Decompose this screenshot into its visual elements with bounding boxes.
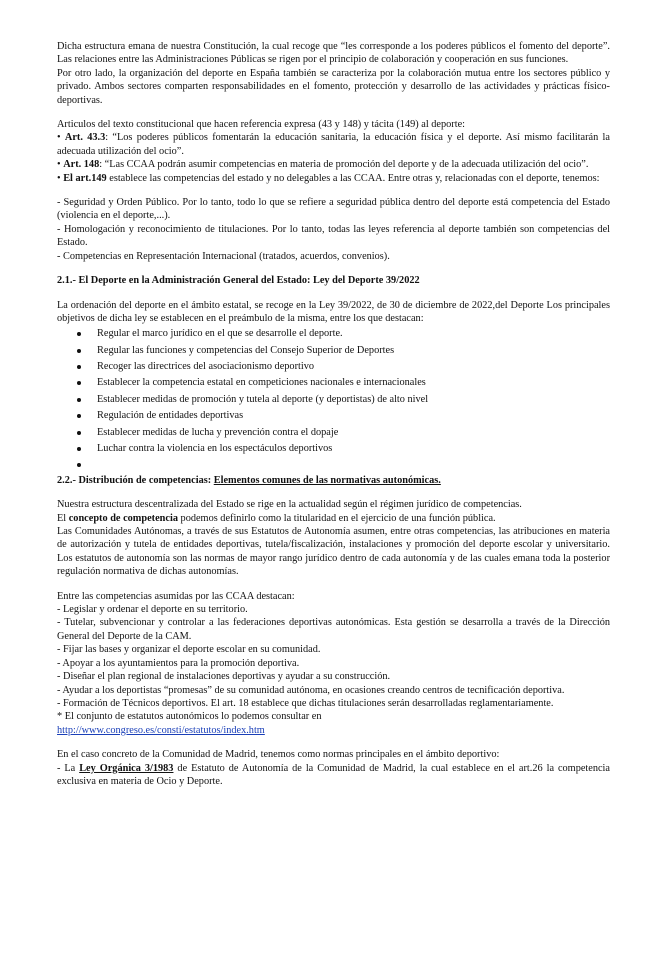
list-item: Recoger las directrices del asociacionismo deportivo [57,359,610,375]
list-item: Regular el marco jurídico en el que se desarrolle el deporte. [57,326,610,342]
paragraph-constitution: Dicha estructura emana de nuestra Constitución, la cual recoge que “les corresponde a los poderes públicos el fomento del deporte”. Las relaciones entre las Administraciones Públicas se rigen por el principio de colaboración y cooperación en sus funciones. [57,41,610,66]
article-149-label: El art.149 [63,172,107,184]
madrid-law: - La Ley Orgánica 3/1983 de Estatuto de Autonomía de la Comunidad de Madrid, la cual establece en el art.26 la competencia exclusiva en materia de Ocio y Deporte. [57,762,610,787]
competence-item: - Ayudar a los deportistas “promesas” de su comunidad autónoma, en ocasiones creando centros de tecnificación deportiva. [57,684,565,696]
section-2-1-intro: La ordenación del deporte en el ámbito estatal, se recoge en la Ley 39/2022, de 30 de diciembre de 2022,del Deporte Los principales objetivos de dicha ley se establecen en el preámbulo de la misma, entre los que destacan: [57,299,610,324]
list-item: Establecer la competencia estatal en competiciones nacionales e internacionales [57,375,610,391]
articles-intro: Articulos del texto constitucional que hacen referencia expresa (43 y 148) y tácita (149) al deporte: [57,119,465,131]
state-item-international: - Competencias en Representación Internacional (tratados, acuerdos, convenios). [57,250,390,262]
competences-intro: Entre las competencias asumidas por las CCAA destacan: [57,590,295,602]
list-item: Establecer medidas de lucha y prevención contra el dopaje [57,425,610,441]
section-2-2-p3: Las Comunidades Autónomas, a través de sus Estatutos de Autonomía asumen, entre otras competencias, las atribuciones en materia de autorización y tutela de entidades deportivas, tutela/fiscalización, instalaciones y promoción del deporte escolar y universitario. Los estatutos de autonomía son las normas de mayor rango jurídico dentro de cada autonomía y de las cuales emana toda la posterior regulación normativa de dichas autonomías. [57,526,610,578]
article-43-label: Art. 43.3 [64,132,106,144]
list-item: Establecer medidas de promoción y tutela al deporte (y deportistas) de alto nivel [57,392,610,408]
list-item: Luchar contra la violencia en los espectáculos deportivos [57,441,610,457]
article-148: • Art. 148: “Las CCAA podrán asumir competencias en materia de promoción del deporte y de la adecuada utilización del ocio”. [57,159,589,171]
document-body [57,40,610,788]
article-43: • Art. 43.3: “Los poderes públicos fomentarán la educación sanitaria, la educación física y el deporte. Así mismo facilitarán la adecuada utilización del ocio”. [57,132,610,157]
section-heading-2-1: 2.1.- El Deporte en la Administración General del Estado: Ley del Deporte 39/2022 [57,275,420,287]
article-149: • El art.149 establece las competencias del estado y no delegables a las CCAA. Entre otras y, relacionadas con el deporte, tenemos: [57,172,600,184]
competence-item: - Apoyar a los ayuntamientos para la promoción deportiva. [57,657,300,669]
state-item-titles: - Homologación y reconocimiento de titulaciones. Por lo tanto, todas las leyes referencia al deporte también son competencias del Estado. [57,223,610,249]
list-item [57,457,610,473]
state-item-security: - Seguridad y Orden Público. Por lo tanto, todo lo que se refiere a seguridad pública dentro del deporte está competencia del Estado (violencia en el deporte,...). [57,197,610,222]
competence-item: - Fijar las bases y organizar el deporte escolar en su comunidad. [57,644,321,656]
competence-item: - Tutelar, subvencionar y controlar a las federaciones deportivas autonómicas. Esta gestión se desarrolla a través de la Dirección General del Deporte de la CAM. [57,617,610,642]
statutes-link[interactable]: http://www.congreso.es/consti/estatutos/index.htm [57,724,265,736]
list-item: Regular las funciones y competencias del Consejo Superior de Deportes [57,343,610,359]
list-item: Regulación de entidades deportivas [57,408,610,424]
paragraph-public-private: Por otro lado, la organización del deporte en España también se caracteriza por la colaboración mutua entre los sectores público y privado. Ambos sectores comparten responsabilidades en el fomento, protección y desarrollo de las actividades y prácticas físico-deportivas. [57,67,610,106]
section-2-2-p1: Nuestra estructura descentralizada del Estado se rige en la actualidad según el régimen jurídico de competencias. [57,499,522,511]
competence-item: - Diseñar el plan regional de instalaciones deportivas y ayudar a su construcción. [57,671,391,683]
statutes-note: * El conjunto de estatutos autonómicos lo podemos consultar en [57,711,322,723]
objectives-list [57,326,610,474]
section-heading-2-2: 2.2.- Distribución de competencias: Elementos comunes de las normativas autonómicas. [57,474,441,486]
competence-item: - Formación de Técnicos deportivos. El art. 18 establece que dichas titulaciones serán desarrolladas reglamentariamente. [57,697,554,709]
madrid-intro: En el caso concreto de la Comunidad de Madrid, tenemos como normas principales en el ámbito deportivo: [57,749,500,761]
article-148-label: Art. 148 [63,159,100,171]
competence-item: - Legislar y ordenar el deporte en su territorio. [57,604,248,616]
section-2-2-p2: El concepto de competencia podemos definirlo como la titularidad en el ejercicio de una función pública. [57,512,496,524]
